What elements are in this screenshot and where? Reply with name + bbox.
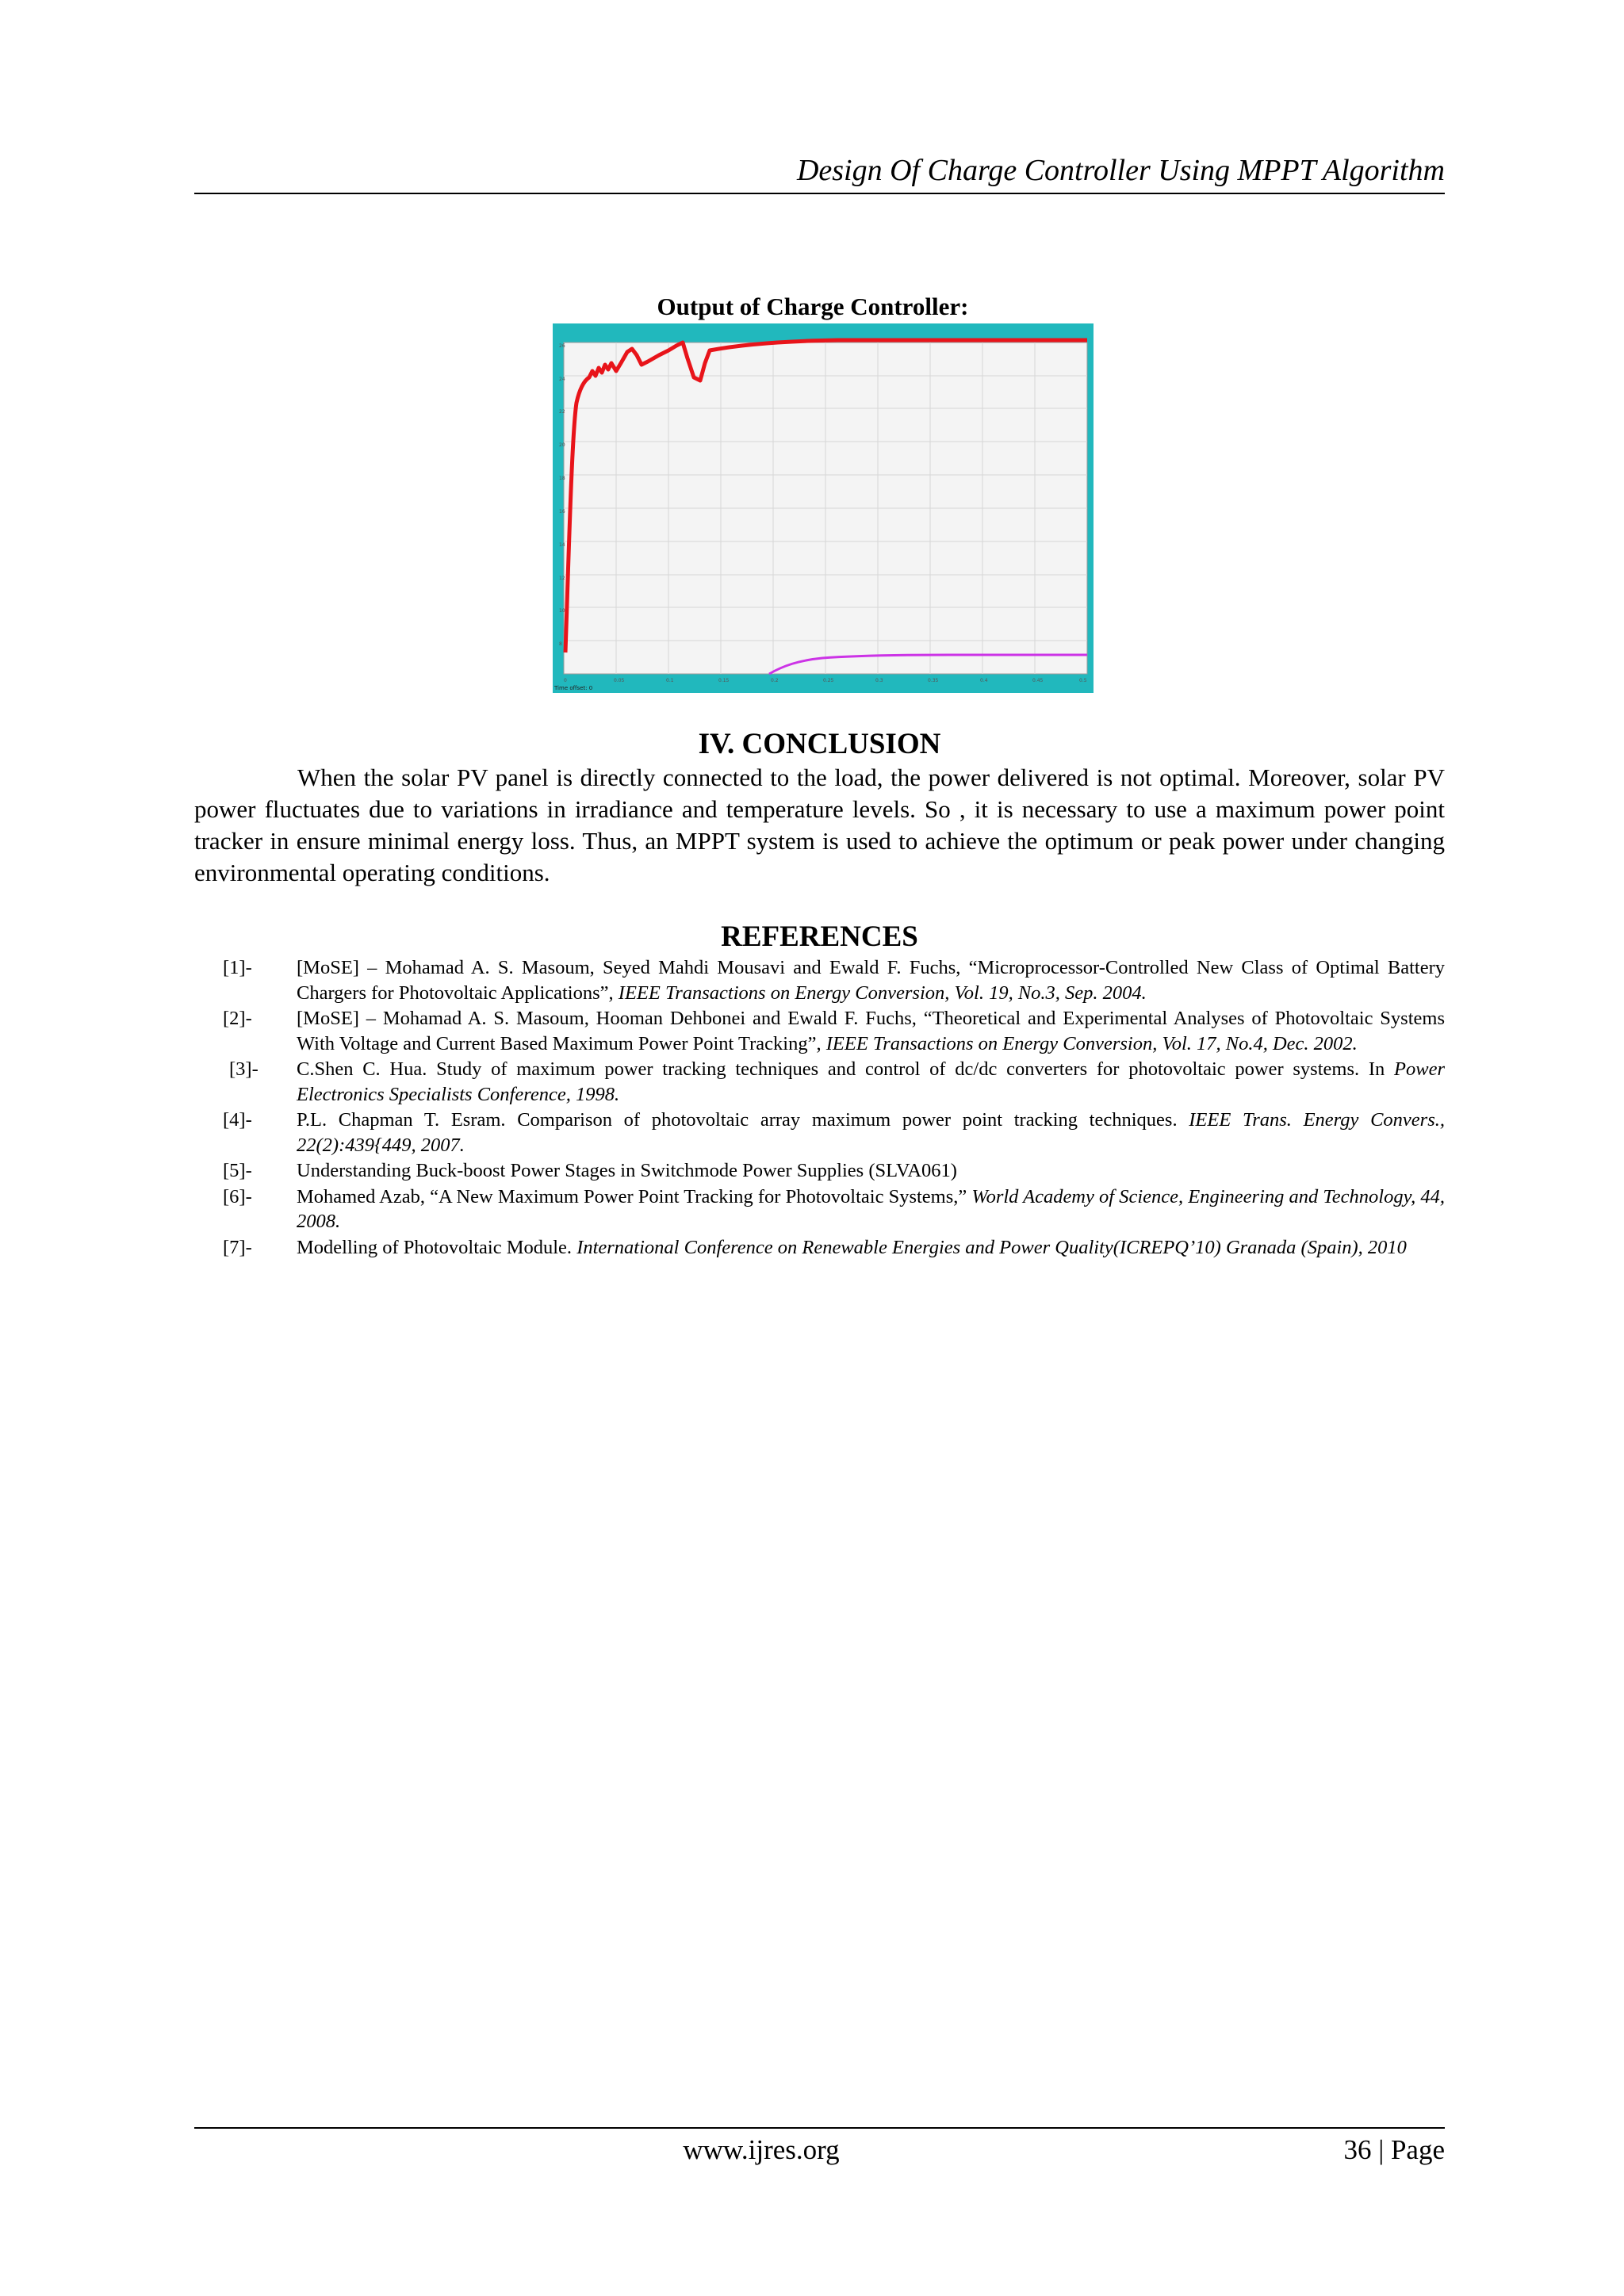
svg-text:26: 26 <box>559 343 565 349</box>
reference-text: C.Shen C. Hua. Study of maximum power tracking techniques and control of dc/dc converters for photovoltaic power systems. In <box>297 1058 1395 1080</box>
svg-text:0.4: 0.4 <box>980 678 988 683</box>
scope-figure <box>553 323 1094 693</box>
reference-source: International Conference on Renewable Energies and Power Quality(ICREPQ’10) Granada (Spain), 2010 <box>576 1236 1407 1258</box>
reference-item <box>194 1158 1445 1184</box>
reference-source: IEEE Transactions on Energy Conversion, Vol. 17, No.4, Dec. 2002. <box>825 1032 1358 1054</box>
conclusion-paragraph: When the solar PV panel is directly connected to the load, the power delivered is not optimal. Moreover, solar PV power fluctuates due to variations in irradiance and temperature levels. So , it is necessary to use a maximum power point tracker in ensure minimal energy loss. Thus, an MPPT system is used to achieve the optimum or peak power under changing environmental operating conditions. <box>194 763 1445 886</box>
header-rule <box>194 193 1445 194</box>
svg-text:16: 16 <box>559 509 565 515</box>
reference-item <box>194 1057 1445 1107</box>
svg-text:0: 0 <box>564 678 567 683</box>
svg-text:0.3: 0.3 <box>875 678 883 683</box>
reference-text: P.L. Chapman T. Esram. Comparison of photovoltaic array maximum power point tracking techniques. <box>297 1109 1189 1131</box>
reference-item <box>194 955 1445 1005</box>
svg-text:22: 22 <box>559 409 565 415</box>
svg-text:20: 20 <box>559 442 565 448</box>
reference-item <box>194 1184 1445 1234</box>
references-list <box>194 955 1445 1261</box>
svg-text:0.1: 0.1 <box>666 678 674 683</box>
reference-number: [1]- <box>223 957 252 978</box>
reference-source: Power Electronics Specialists Conference, 1998. <box>297 1058 1445 1105</box>
reference-number: [6]- <box>223 1185 252 1207</box>
svg-text:0.15: 0.15 <box>718 678 730 683</box>
svg-text:10: 10 <box>559 608 565 614</box>
footer-page-number: 36 | Page <box>1343 2134 1445 2165</box>
svg-text:0.25: 0.25 <box>823 678 834 683</box>
scope-plot <box>553 323 1094 693</box>
references-heading: REFERENCES <box>721 920 918 953</box>
reference-number: [5]- <box>223 1160 252 1181</box>
scope-time-offset-label: Time offset: 0 <box>554 685 593 691</box>
reference-text: [MoSE] – Mohamad A. S. Masoum, Hooman Dehbonei and Ewald F. Fuchs, “Theoretical and Experimental Analyses of Photovoltaic Systems With Voltage and Current Based Maximum Power Point Tracking”, <box>297 1008 1445 1054</box>
reference-item <box>194 1108 1445 1158</box>
svg-text:8: 8 <box>559 641 562 647</box>
footer-website: www.ijres.org <box>683 2134 840 2165</box>
reference-source: IEEE Trans. Energy Convers., 22(2):439{449, 2007. <box>297 1109 1445 1156</box>
reference-number: [4]- <box>223 1109 252 1131</box>
reference-text: Mohamed Azab, “A New Maximum Power Point Tracking for Photovoltaic Systems,” <box>297 1185 972 1207</box>
reference-text: Modelling of Photovoltaic Module. <box>297 1236 577 1258</box>
reference-source: World Academy of Science, Engineering and Technology, 44, 2008. <box>297 1185 1445 1232</box>
reference-text: Understanding Buck-boost Power Stages in Switchmode Power Supplies (SLVA061) <box>297 1160 957 1181</box>
svg-text:18: 18 <box>559 476 565 481</box>
reference-number: [2]- <box>223 1008 252 1029</box>
svg-text:0.35: 0.35 <box>928 678 939 683</box>
svg-text:0.2: 0.2 <box>771 678 779 683</box>
footer-rule <box>194 2127 1445 2129</box>
reference-number: [7]- <box>223 1236 252 1258</box>
reference-source: IEEE Transactions on Energy Conversion, Vol. 19, No.3, Sep. 2004. <box>618 982 1147 1004</box>
running-title: Design Of Charge Controller Using MPPT Algorithm <box>796 154 1445 187</box>
conclusion-heading: IV. CONCLUSION <box>698 728 941 760</box>
reference-text: [MoSE] – Mohamad A. S. Masoum, Seyed Mahdi Mousavi and Ewald F. Fuchs, “Microprocessor-Controlled New Class of Optimal Battery Chargers for Photovoltaic Applications”, <box>297 957 1445 1004</box>
reference-item <box>194 1235 1445 1261</box>
svg-text:0.05: 0.05 <box>614 678 625 683</box>
svg-text:0.45: 0.45 <box>1032 678 1044 683</box>
reference-number: [3]- <box>229 1058 259 1080</box>
figure-caption: Output of Charge Controller: <box>657 293 969 320</box>
svg-text:0.5: 0.5 <box>1079 678 1087 683</box>
svg-text:14: 14 <box>559 542 565 548</box>
svg-text:12: 12 <box>559 576 565 581</box>
svg-text:24: 24 <box>559 377 565 382</box>
reference-item <box>194 1006 1445 1056</box>
